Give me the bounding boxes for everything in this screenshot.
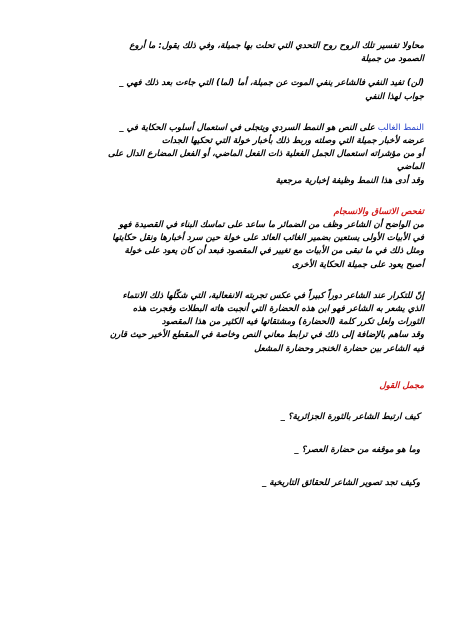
paragraph-5 [38,290,424,356]
paragraph-line: محاولا تفسير تلك الروح روح التحدي التي تحلت بها جميلة، وفي ذلك يقول: ما أروع [129,41,424,51]
paragraph-line: في الأبيات الأولى يستعين بضمير الغائب العائد على خولة حين سرد أخبارها ونقل حكايتها [112,233,424,244]
paragraph-2 [38,77,424,103]
question-item: وما هو موقفه من حضارة العصر؟ _ [294,445,420,456]
paragraph-line: (لن) تفيد النفي فالشاعر ينفي الموت عن جميلة، أما (لما) التي جاءت بعد ذلك فهي _ [119,78,424,89]
paragraph-line: إنّ للتكرار عند الشاعر دوراً كبيراً في عكس تجربته الانفعالية، التي شكّلها ذلك الانتماء [122,290,424,301]
paragraph-line: جواب لهذا النفي [365,91,424,102]
paragraph-line: من الواضح أن الشاعر وظف من الضمائر ما ساعد على تماسك البناء في القصيدة فهو [118,220,424,231]
paragraph-line: وقد ساهم بالإضافة إلى ذلك في ترابط معاني النص وخاصة في المقطع الأخير حيث قارن [109,330,424,341]
paragraph-line: عرضه لأخبار جميلة التي وصلته وربط ذلك بأخبار خولة التي تحكيها الجدات [161,136,424,147]
paragraph-4 [38,206,424,272]
paragraph-line: الثورات ولعل تكرر كلمة (الحضارة) ومشتقاتها فيه الكثير من هذا المقصود [161,317,424,328]
paragraph-line: أو من مؤشراته استعمال الجمل الفعلية ذات الفعل الماضي، أو الفعل المضارع الدال على [108,149,424,160]
document-page [38,40,424,491]
section-heading-coherence: تفحص الاتساق والانسجام [333,206,424,217]
paragraph-line: الصمود من جميلة [360,54,424,65]
questions-list [38,411,424,491]
paragraph-line-rest: على النص هو النمط السردي ويتجلى في استعمال أسلوب الحكاية في _ [119,122,375,133]
paragraph-line: ومثل ذلك في ما تبقى من الأبيات مع تغيير في المقصود فبعد أن كان يعود على خولة [124,246,424,257]
paragraph-line: فيه الشاعر بين حضارة الخنجر وحضارة المشعل [254,343,424,354]
paragraph-3 [38,122,424,188]
question-item: وكيف تجد تصوير الشاعر للحقائق التاريخية _ [261,478,420,489]
paragraph-line: أصبح يعود على جميلة الحكاية الأخرى [291,259,424,270]
question-item: كيف ارتبط الشاعر بالثورة الجزائرية؟ _ [280,412,420,423]
paragraph-line: الذي يشعر به الشاعر فهو ابن هذه الحضارة التي أنجبت هاته البطلات وفجرت هذه [132,304,424,315]
summary-section [38,380,424,393]
section-heading-dominant-pattern: النمط الغالب [377,122,424,133]
paragraph-line: وقد أدى هذا النمط وظيفة إخبارية مرجعية [275,175,424,186]
section-heading-summary: مجمل القول [379,380,424,391]
paragraph-line [38,122,424,135]
paragraph-1 [38,40,424,66]
paragraph-line: الماضي [396,162,424,173]
